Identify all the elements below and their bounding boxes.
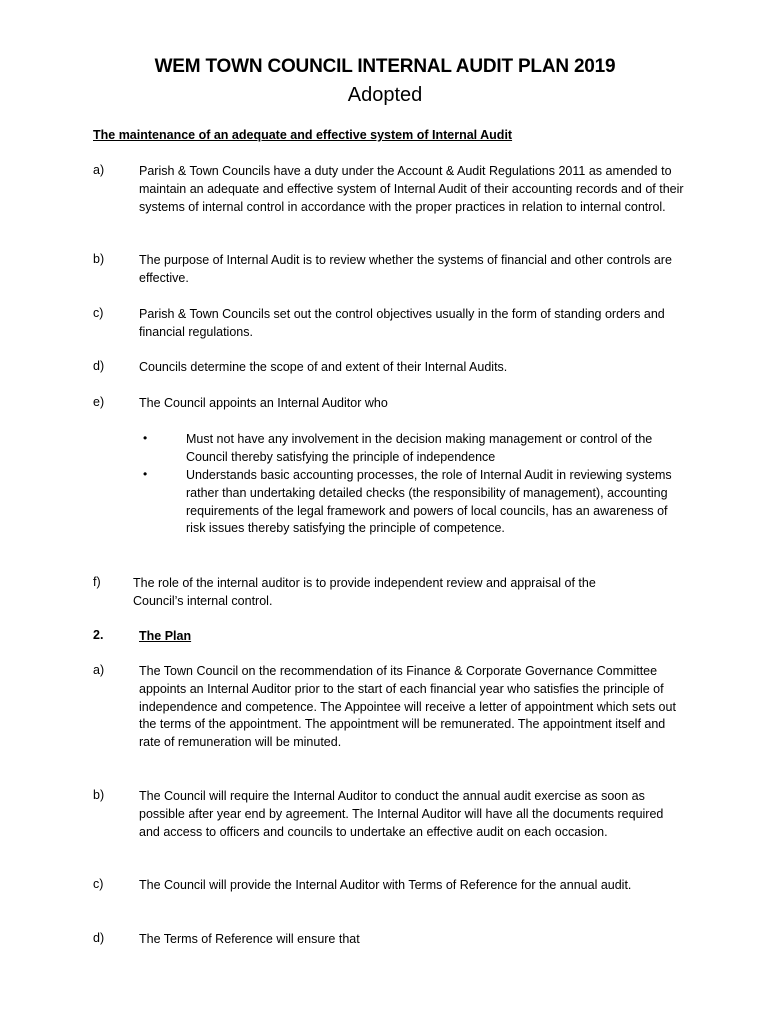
item-text: Parish & Town Councils have a duty under the Account & Audit Regulations 2011 as amended to maintain an adequate and effective system of Internal Audit of their accounting records and of their systems of internal control in accordance with the proper practices in relation to internal control.	[139, 164, 684, 214]
item-text: The purpose of Internal Audit is to review whether the systems of financial and other controls are effective.	[139, 253, 672, 285]
item-marker: c)	[93, 877, 104, 891]
section-2-number: 2.	[93, 628, 104, 642]
bullet-text: Understands basic accounting processes, the role of Internal Audit in reviewing systems rather than undertaking detailed checks (the responsibility of management), accounting requirements of the legal framework and powers of local councils, has an awareness of risk issues thereby satisfying the principle of competence.	[186, 468, 672, 536]
item-text: Parish & Town Councils set out the control objectives usually in the form of standing orders and financial regulations.	[139, 307, 665, 339]
section-2-heading: The Plan	[139, 629, 192, 643]
item-marker: d)	[93, 359, 105, 373]
item-text: The Council will provide the Internal Auditor with Terms of Reference for the annual audit.	[139, 878, 632, 892]
bullet-icon: •	[143, 431, 148, 445]
item-marker: d)	[93, 931, 105, 945]
document-subtitle: Adopted	[347, 84, 423, 106]
item-text: The Town Council on the recommendation of its Finance & Corporate Governance Committee appoints an Internal Auditor prior to the start of each financial year who satisfies the principle of independence and competence. The Appointee will receive a letter of appointment which sets out the terms of the appointment. The appointment will be remunerated. The appointment itself and rate of remuneration will be minuted.	[139, 664, 676, 750]
item-marker: a)	[93, 663, 105, 677]
item-text: The Council will require the Internal Auditor to conduct the annual audit exercise as soon as possible after year end by agreement. The Internal Auditor will have all the documents required and access to officers and councils to undertake an effective audit on each occasion.	[139, 789, 664, 839]
item-marker: b)	[93, 252, 105, 266]
item-text: The Council appoints an Internal Auditor who	[139, 396, 388, 410]
bullet-text: Must not have any involvement in the decision making management or control of the Council thereby satisfying the principle of independence	[186, 432, 653, 464]
item-text: Councils determine the scope of and extent of their Internal Audits.	[139, 360, 508, 374]
item-marker: c)	[93, 306, 104, 320]
item-marker: b)	[93, 788, 105, 802]
item-marker: f)	[93, 575, 101, 589]
item-text: The Terms of Reference will ensure that	[139, 932, 360, 946]
item-marker: e)	[93, 395, 105, 409]
bullet-icon: •	[143, 467, 148, 481]
document-title: WEM TOWN COUNCIL INTERNAL AUDIT PLAN 2019	[154, 56, 616, 77]
item-text: The role of the internal auditor is to provide independent review and appraisal of the Council’s internal control.	[133, 576, 596, 608]
section-1-heading: The maintenance of an adequate and effective system of Internal Audit	[93, 128, 513, 142]
item-marker: a)	[93, 163, 105, 177]
